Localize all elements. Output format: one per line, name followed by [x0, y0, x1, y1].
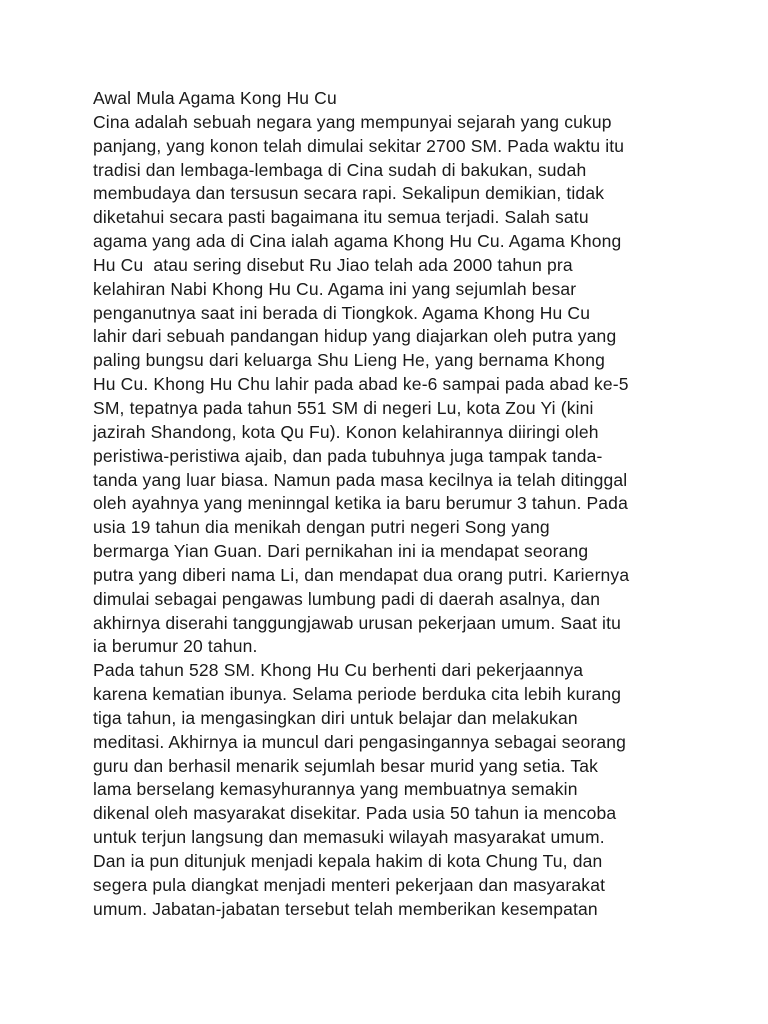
document-title: Awal Mula Agama Kong Hu Cu — [93, 88, 337, 108]
text-line: Hu Cu atau sering disebut Ru Jiao telah ada 2000 tahun pra — [93, 254, 573, 275]
document-body — [93, 87, 693, 922]
text-line: untuk terjun langsung dan memasuki wilayah masyarakat umum. — [93, 827, 605, 848]
text-line: paling bungsu dari keluarga Shu Lieng He, yang bernama Khong — [93, 350, 605, 371]
text-line: panjang, yang konon telah dimulai sekitar 2700 SM. Pada waktu itu — [93, 135, 625, 156]
text-line: oleh ayahnya yang meninngal ketika ia baru berumur 3 tahun. Pada — [93, 493, 628, 514]
text-line: agama yang ada di Cina ialah agama Khong Hu Cu. Agama Khong — [93, 231, 622, 252]
text-line: akhirnya diserahi tanggungjawab urusan pekerjaan umum. Saat itu — [93, 612, 621, 633]
text-line: bermarga Yian Guan. Dari pernikahan ini ia mendapat seorang — [93, 541, 589, 562]
text-line: segera pula diangkat menjadi menteri pekerjaan dan masyarakat — [93, 874, 606, 895]
text-line: membudaya dan tersusun secara rapi. Sekalipun demikian, tidak — [93, 183, 605, 204]
text-line: penganutnya saat ini berada di Tiongkok. Agama Khong Hu Cu — [93, 302, 591, 323]
text-line: guru dan berhasil menarik sejumlah besar murid yang setia. Tak — [93, 755, 599, 776]
text-line: tradisi dan lembaga-lembaga di Cina sudah di bakukan, sudah — [93, 159, 587, 180]
text-line: diketahui secara pasti bagaimana itu semua terjadi. Salah satu — [93, 207, 589, 228]
text-line: umum. Jabatan-jabatan tersebut telah memberikan kesempatan — [93, 898, 598, 919]
text-line: Cina adalah sebuah negara yang mempunyai sejarah yang cukup — [93, 111, 612, 132]
text-line: kelahiran Nabi Khong Hu Cu. Agama ini yang sejumlah besar — [93, 278, 577, 299]
text-line: Pada tahun 528 SM. Khong Hu Cu berhenti dari pekerjaannya — [93, 660, 584, 681]
text-line: Hu Cu. Khong Hu Chu lahir pada abad ke-6 sampai pada abad ke-5 — [93, 374, 629, 395]
text-line: karena kematian ibunya. Selama periode berduka cita lebih kurang — [93, 684, 622, 705]
text-line: meditasi. Akhirnya ia muncul dari pengasingannya sebagai seorang — [93, 731, 626, 752]
text-line: dimulai sebagai pengawas lumbung padi di daerah asalnya, dan — [93, 588, 601, 609]
text-line: peristiwa-peristiwa ajaib, dan pada tubuhnya juga tampak tanda- — [93, 445, 603, 466]
text-line: Dan ia pun ditunjuk menjadi kepala hakim di kota Chung Tu, dan — [93, 851, 603, 871]
text-line: putra yang diberi nama Li, dan mendapat dua orang putri. Kariernya — [93, 564, 630, 585]
text-line: jazirah Shandong, kota Qu Fu). Konon kelahirannya diiringi oleh — [93, 421, 599, 442]
text-line: lama berselang kemasyhurannya yang membuatnya semakin — [93, 779, 578, 800]
text-line: usia 19 tahun dia menikah dengan putri negeri Song yang — [93, 517, 550, 538]
text-line: tiga tahun, ia mengasingkan diri untuk belajar dan melakukan — [93, 707, 578, 728]
text-line: SM, tepatnya pada tahun 551 SM di negeri Lu, kota Zou Yi (kini — [93, 397, 594, 418]
text-line: ia berumur 20 tahun. — [93, 636, 258, 657]
text-line: lahir dari sebuah pandangan hidup yang diajarkan oleh putra yang — [93, 326, 617, 347]
text-line: dikenal oleh masyarakat disekitar. Pada usia 50 tahun ia mencoba — [93, 803, 617, 824]
text-line: tanda yang luar biasa. Namun pada masa kecilnya ia telah ditinggal — [93, 469, 628, 490]
